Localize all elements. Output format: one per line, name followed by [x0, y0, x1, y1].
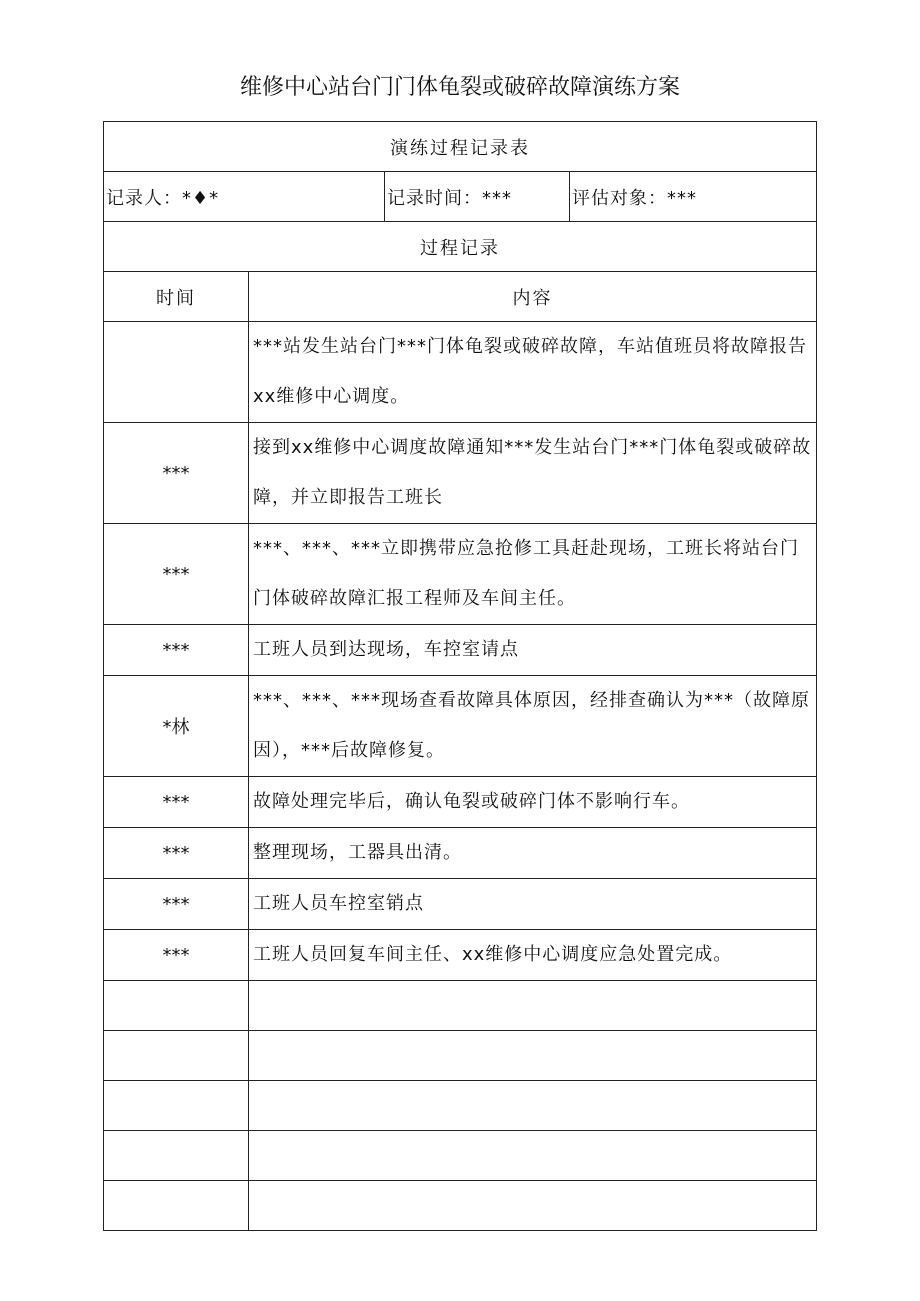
empty-row: [104, 1131, 817, 1181]
empty-time-cell: [104, 1031, 249, 1081]
row-time: ***: [104, 930, 249, 981]
row-time: ***: [104, 828, 249, 879]
row-time: ***: [104, 423, 249, 524]
row-content: ***、***、***立即携带应急抢修工具赶赴现场，工班长将站台门门体破碎故障汇报工程师及车间主任。: [249, 524, 817, 625]
empty-content-cell: [249, 1031, 817, 1081]
table-row: [104, 930, 817, 981]
table-row: [104, 322, 817, 423]
table-row: [104, 676, 817, 777]
empty-row: [104, 1031, 817, 1081]
row-time: ***: [104, 625, 249, 676]
record-time-field: 记录时间：***: [385, 172, 570, 222]
empty-time-cell: [104, 981, 249, 1031]
table-row: [104, 777, 817, 828]
table-row: [104, 879, 817, 930]
empty-content-cell: [249, 1131, 817, 1181]
row-time: *林: [104, 676, 249, 777]
empty-content-cell: [249, 1181, 817, 1231]
row-content: ***、***、***现场查看故障具体原因，经排查确认为***（故障原因），***后故障修复。: [249, 676, 817, 777]
section-title: 过程记录: [104, 222, 817, 272]
row-time: ***: [104, 879, 249, 930]
row-time: [104, 322, 249, 423]
row-content: 接到xx维修中心调度故障通知***发生站台门***门体龟裂或破碎故障，并立即报告工班长: [249, 423, 817, 524]
empty-row: [104, 981, 817, 1031]
document-title: 维修中心站台门门体龟裂或破碎故障演练方案: [239, 75, 680, 100]
row-content: ***站发生站台门***门体龟裂或破碎故障，车站值班员将故障报告xx维修中心调度。: [249, 322, 817, 423]
table-row: [104, 828, 817, 879]
table-row: [104, 524, 817, 625]
empty-time-cell: [104, 1131, 249, 1181]
empty-time-cell: [104, 1081, 249, 1131]
row-content: 工班人员到达现场，车控室请点: [249, 625, 817, 676]
empty-row: [104, 1181, 817, 1231]
column-header-time: 时间: [104, 272, 249, 322]
empty-row: [104, 1081, 817, 1131]
table-heading: 演练过程记录表: [104, 122, 817, 172]
row-time: ***: [104, 524, 249, 625]
row-content: 工班人员车控室销点: [249, 879, 817, 930]
row-content: 整理现场，工器具出清。: [249, 828, 817, 879]
empty-content-cell: [249, 1081, 817, 1131]
row-content: 故障处理完毕后，确认龟裂或破碎门体不影响行车。: [249, 777, 817, 828]
recorder-field: 记录人：*♦*: [104, 172, 385, 222]
row-content: 工班人员回复车间主任、xx维修中心调度应急处置完成。: [249, 930, 817, 981]
evaluation-target-field: 评估对象：***: [570, 172, 817, 222]
drill-record-table: [103, 121, 817, 1231]
empty-content-cell: [249, 981, 817, 1031]
column-header-content: 内容: [249, 272, 817, 322]
row-time: ***: [104, 777, 249, 828]
table-row: [104, 625, 817, 676]
table-row: [104, 423, 817, 524]
empty-time-cell: [104, 1181, 249, 1231]
